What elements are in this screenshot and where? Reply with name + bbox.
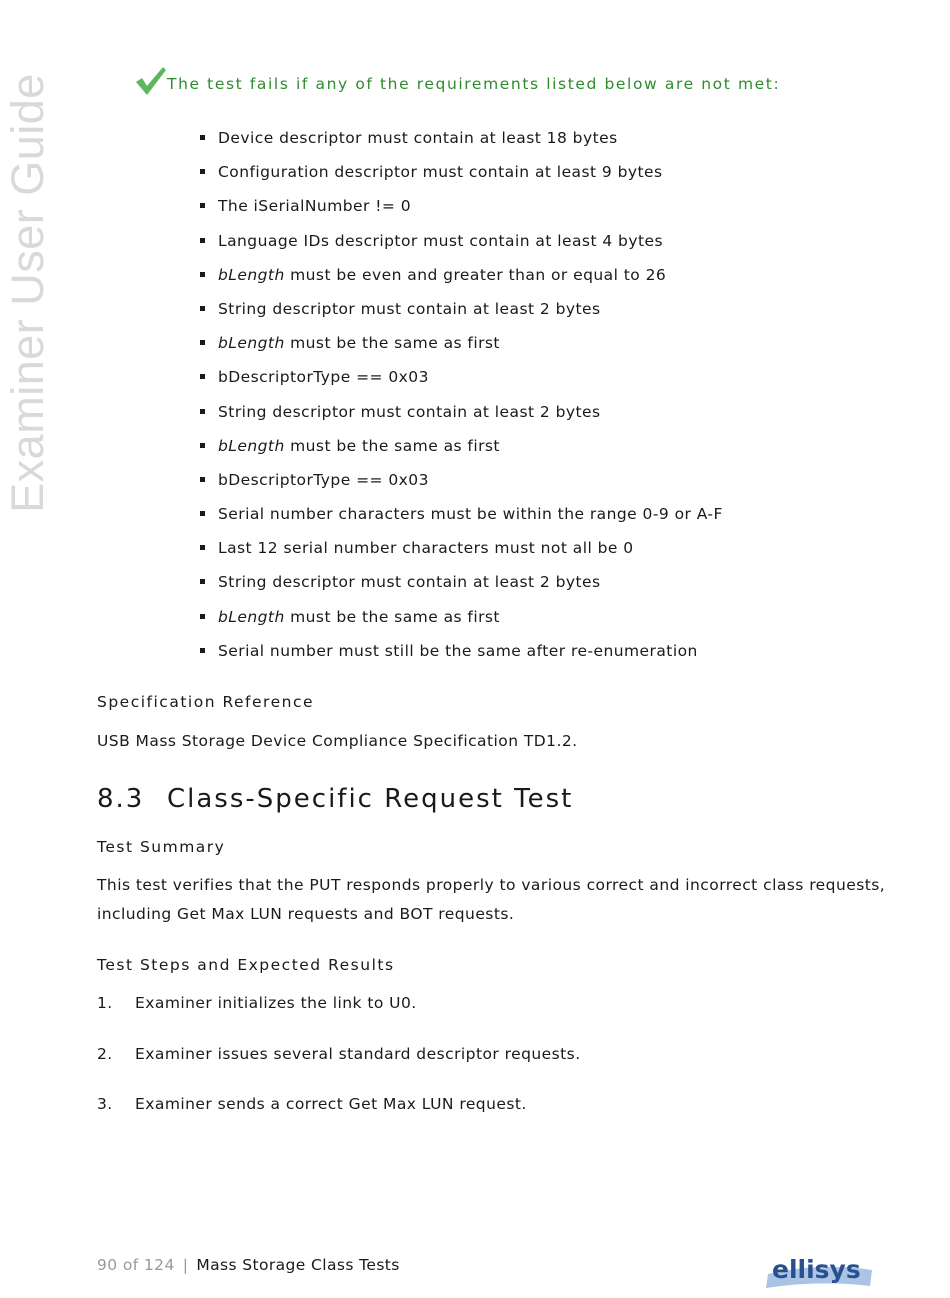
requirement-item [200, 196, 723, 230]
requirement-item [200, 607, 723, 641]
test-step [97, 992, 581, 1043]
test-summary-heading: Test Summary [97, 838, 226, 856]
chapter-name: Mass Storage Class Tests [196, 1256, 400, 1274]
spec-reference-text: USB Mass Storage Device Compliance Specification TD1.2. [97, 732, 578, 750]
requirement-text: must be the same as first [284, 607, 500, 626]
requirement-text: Serial number must still be the same after re-enumeration [218, 641, 698, 660]
requirement-text: Last 12 serial number characters must not all be 0 [218, 539, 634, 558]
step-number: 2. [97, 1044, 113, 1063]
requirement-emphasis: bLength [218, 334, 285, 353]
requirement-text: String descriptor must contain at least 2 bytes [218, 402, 601, 421]
side-title-text: Examiner User Guide [2, 73, 54, 513]
requirement-item [200, 572, 723, 606]
requirement-item [200, 436, 723, 470]
test-steps-list [97, 992, 581, 1144]
callout-text: The test fails if any of the requirements listed below are not met: [167, 74, 781, 93]
step-text: Examiner issues several standard descriptor requests. [135, 1044, 581, 1063]
test-summary-line-1: This test verifies that the PUT responds properly to various correct and incorrect class requests, [97, 876, 886, 894]
test-step [97, 1043, 581, 1094]
requirement-item [200, 128, 723, 162]
requirement-text: Device descriptor must contain at least 18 bytes [218, 129, 618, 147]
requirement-item [200, 504, 723, 538]
page-footer [97, 1256, 400, 1274]
requirement-text: String descriptor must contain at least 2 bytes [218, 573, 601, 592]
footer-separator: | [182, 1256, 189, 1274]
requirement-item [200, 538, 723, 572]
spec-reference-heading: Specification Reference [97, 693, 314, 711]
section-number: 8.3 [97, 784, 145, 814]
requirements-callout [133, 64, 780, 98]
requirement-text: must be even and greater than or equal to 26 [284, 265, 667, 284]
section-heading [97, 784, 573, 814]
test-steps-heading: Test Steps and Expected Results [97, 956, 395, 974]
requirement-item [200, 299, 723, 333]
requirement-text: Language IDs descriptor must contain at least 4 bytes [218, 231, 664, 250]
step-text: Examiner initializes the link to U0. [135, 994, 417, 1012]
requirement-text: The iSerialNumber != 0 [218, 197, 412, 216]
requirement-emphasis: bLength [218, 607, 285, 626]
requirement-text: String descriptor must contain at least 2 bytes [218, 299, 601, 318]
requirement-item [200, 265, 723, 299]
test-step [97, 1093, 581, 1144]
ellisys-logo [764, 1250, 876, 1290]
requirement-text: bDescriptorType == 0x03 [218, 470, 429, 489]
requirement-item [200, 231, 723, 265]
step-number: 3. [97, 1095, 113, 1113]
side-title [4, 48, 52, 538]
section-title: Class-Specific Request Test [167, 784, 574, 814]
requirement-emphasis: bLength [218, 436, 285, 455]
requirement-text: must be the same as first [284, 334, 500, 353]
requirements-list [200, 128, 723, 675]
logo-text: ellisys [772, 1255, 861, 1284]
requirement-text: Serial number characters must be within the range 0-9 or A-F [218, 505, 723, 524]
step-number: 1. [97, 994, 113, 1012]
requirement-item [200, 367, 723, 401]
requirement-text: must be the same as first [284, 436, 500, 455]
requirement-emphasis: bLength [218, 265, 285, 284]
requirement-text: Configuration descriptor must contain at least 9 bytes [218, 163, 663, 182]
requirement-text: bDescriptorType == 0x03 [218, 368, 429, 387]
requirement-item [200, 470, 723, 504]
checkmark-icon [133, 64, 167, 98]
step-text: Examiner sends a correct Get Max LUN request. [135, 1095, 527, 1113]
test-summary-line-2: including Get Max LUN requests and BOT requests. [97, 905, 515, 923]
requirement-item [200, 162, 723, 196]
page-number: 90 of 124 [97, 1256, 175, 1274]
requirement-item [200, 402, 723, 436]
requirement-item [200, 641, 723, 675]
requirement-item [200, 333, 723, 367]
